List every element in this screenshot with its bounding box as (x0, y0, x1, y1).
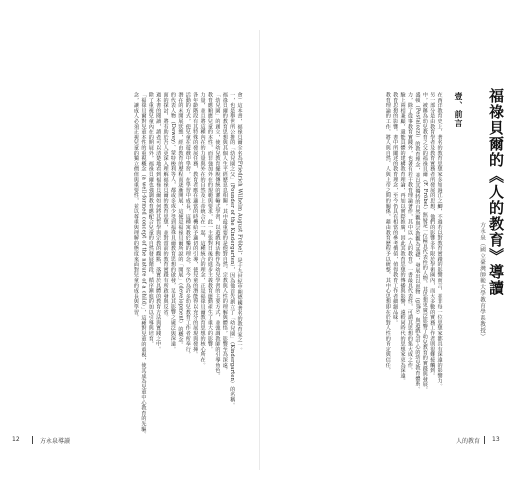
footer-divider-right (484, 436, 485, 444)
text-column: 「幼兒園」的創立，使幼兒教育擺脫傳統的灌輸式學習，以遊戲和活動作為幼兒學習的主要方式，並強調教師的引導角色。 (214, 92, 221, 379)
text-column: 過本書的閱讀，讀者可以清楚地看到福祿貝爾如何將其哲學與宗教的觀點，落實於具體的教育方法與實踐之中。 (155, 92, 162, 352)
text-column: 一，也是舉世所公推的「幼兒園之父」（Founder of the Kindergarten），因為他首先創立了「幼兒園」（Kindergarten）的名稱。 (229, 92, 236, 408)
text-column: 活動的方式，使兒童在遊戲中學習，在學習中成長，這種寓教於樂的理念，至今仍為許多幼兒教育工作者所奉行。 (184, 92, 191, 357)
text-column: 中，被稱為幼兒教育之父的福祿貝爾（F. Fröbel）無疑是一位極具代表性的人物，其思想更廣泛影響了幼兒教育的實踐與發展。 (421, 92, 428, 393)
text-column: 教育理論的工作，將人與自然、人與上帝之間的關係，藉由教育歷程予以統整，其中心思想即在於對人性的肯定與信任。 (384, 92, 391, 373)
text-column: 力量，並且將這種內在的力量與外在的自然及上帝統合在一起，這種統合的理念，正是福祿貝爾教育思想的核心所在。 (199, 92, 206, 368)
text-column: 在西洋教育史上，著名的教育思想家多如過江之鯽，不過若以對教育實踐的影響而言，並非每一位思想家都具有深遠的影響力。 (436, 92, 443, 389)
text-column: 驗上兩相兼顧，還能具體的建構教育理論，再加以實際推廣，因此其教育思想的傳播與影響，遠較同時代的思想家更為深遠。 (399, 92, 406, 384)
text-column: 力，除了從事教育實踐外，也著有若干教育理論著作，其中以《人的教育》一書最具代表性，可謂其思想的集大成之作。 (406, 92, 413, 373)
section-heading: 壹、前言 (454, 92, 464, 128)
text-column: 盛頓（Pestalozzi）的教育理念，並以其獨特的自然觀與宗教觀為基礎，發展出以恩物（gifts）與遊戲為中心的幼兒教育體系。 (414, 92, 421, 392)
text-column: 「福祿貝爾對兒童本性的重視概念（a well-formed concept of the nature of a child）」，這種對兒童的重視，使其成為兒童中心教育的先驅。 (140, 92, 147, 437)
footer-divider-left (32, 436, 33, 444)
text-column: 教育思想的影響。書中所闡述的教育理念，至今仍具有相當的參考價值，值得教育工作者細細品味。 (392, 92, 399, 326)
text-column: 另一部分是由教育學者及教育實務者所發展的思想，他們的影響多半限於學術圈內，而大多數的實務工作者則很難接觸到。 (429, 92, 436, 379)
text-column: 福祿貝爾的教育思想與其個人生平經歷息息相關，其中最重要的是他對自然、宗教與人性的理解與體悟，影響至為深遠。 (221, 92, 228, 373)
text-column: 潛在的未開展狀態，經由教育的歷程而逐漸開展，這便是福祿貝爾所說的「開展」（development）的概念。 (177, 92, 184, 348)
text-column: 會）這本書，福祿貝爾全名為Friedrich Wilhelm August Fröbel，是十九世紀中期德國著名的教育家之一。 (236, 92, 243, 353)
text-column: 教育應順應兒童的本性，而非強加外在的規範與要求，此一主張對日後的進步主義教育運動產生了重大的影響。 (206, 92, 213, 352)
right-running-head: 人的教育 (456, 438, 481, 445)
text-column: 面的探討，將有助於吾人更深入理解福祿貝爾的教育思想，並對當前的教育實踐有所啟發與反省。 (162, 92, 169, 320)
text-column: 除了重視兒童內在的開展外，福祿貝爾也強調教育應配合兒童的自然發展階段，循序漸進的加以引導與培育。 (147, 92, 154, 347)
article-title: 福祿貝爾的《人的教育》導讀 (487, 88, 505, 296)
text-column: 念，讓成人必須正視兒童的獨立價值與重要性，並以尊重與理解的態度來面對兒童的成長與學習。 (132, 92, 139, 320)
text-column: 各年齡階段有其特殊的發展任務，教育者應在適當的時機給予適切的引導，使兒童的潛能得以充分的展現與發揮。 (192, 92, 199, 357)
left-page-number: 12 (12, 436, 20, 443)
article-author: 方永泉（國立臺灣師範大學教育學系教授） (479, 222, 485, 340)
text-column: 的代表人物（Dewey）、蒙特梭利等人，都或多或少受到福祿貝爾教育思想的啟發，足見其影響之廣泛與深遠。 (169, 92, 176, 352)
right-page (260, 0, 520, 500)
right-page-number: 13 (492, 436, 500, 443)
left-running-head: 方永泉導讀 (40, 438, 71, 445)
